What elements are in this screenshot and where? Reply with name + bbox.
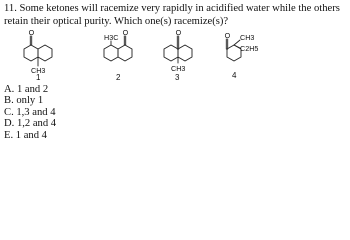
molecule-1-ring-right [38,45,52,61]
molecule-3-number: 3 [175,73,180,82]
molecule-2-ring-right [118,45,132,61]
molecule-4 [225,31,259,80]
molecule-3 [164,28,192,82]
molecule-4-oxygen-label: O [224,31,231,40]
molecule-1-number: 1 [36,73,41,82]
molecule-1-methyl-label: CH3 [31,66,46,75]
answer-choices [4,84,56,141]
molecule-2 [104,28,132,82]
molecule-3-oxygen-label: O [175,28,182,37]
choice-e[interactable]: E. 1 and 4 [4,129,47,141]
molecule-4-number: 4 [232,71,237,80]
choice-a[interactable]: A. 1 and 2 [4,84,49,95]
molecule-3-ring-right [178,45,192,61]
molecule-1 [24,28,52,82]
choice-c[interactable]: C. 1,3 and 4 [4,106,56,118]
molecule-3-methyl-label: CH3 [171,64,186,73]
molecule-4-methyl-label: CH3 [240,33,255,42]
molecule-2-oxygen-label: O [122,28,129,37]
molecule-3-ring-left [164,45,178,61]
choice-d[interactable]: D. 1,2 and 4 [4,118,57,130]
molecule-2-ring-left [104,45,118,61]
molecule-2-number: 2 [116,73,121,82]
molecule-2-methyl-label: H3C [104,33,119,42]
molecule-1-ring-left [24,45,38,61]
molecule-4-ethyl-label: C2H5 [240,44,259,53]
molecule-1-oxygen-label: O [28,28,35,37]
question-text: 11. Some ketones will racemize very rapidly in acidified water while the others retain their optical purity. Which one(s) racemize(s)? [4,3,340,27]
choice-b[interactable]: B. only 1 [4,95,44,107]
